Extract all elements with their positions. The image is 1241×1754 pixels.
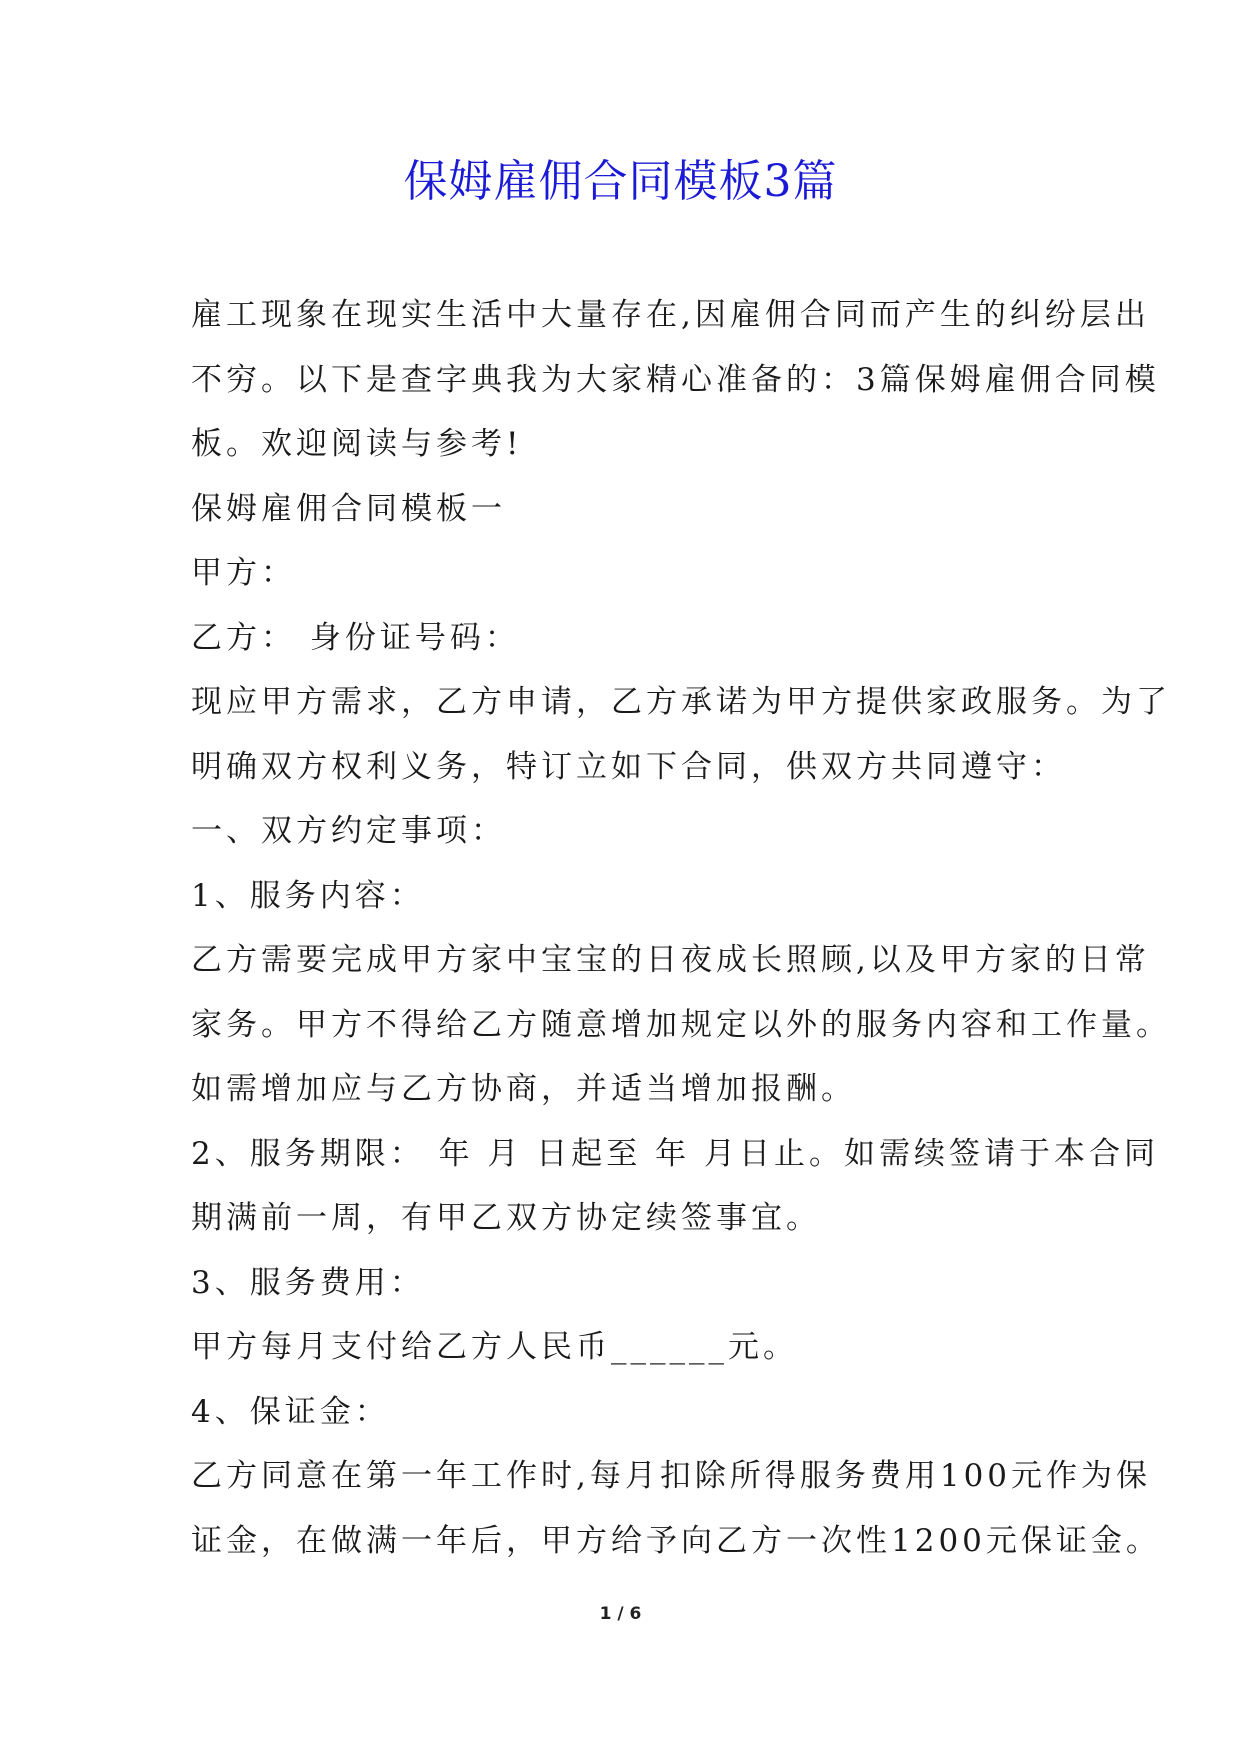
clause-item: 2、服务期限： 年 月 日起至 年 月日止。如需续签请于本合同 bbox=[191, 1135, 1159, 1172]
clause-item: 4、保证金： bbox=[191, 1393, 390, 1430]
paragraph-line: 乙方同意在第一年工作时,每月扣除所得服务费用100元作为保 bbox=[191, 1458, 1152, 1494]
document-body bbox=[191, 283, 1171, 1573]
paragraph-line: 不穷。以下是查字典我为大家精心准备的：3篇保姆雇佣合同模 bbox=[191, 361, 1160, 398]
paragraph-line: 如需增加应与乙方协商，并适当增加报酬。 bbox=[191, 1071, 856, 1107]
paragraph-line: 板。欢迎阅读与参考! bbox=[191, 426, 523, 462]
party-a-label: 甲方： bbox=[191, 555, 296, 591]
paragraph-line: 现应甲方需求，乙方申请，乙方承诺为甲方提供家政服务。为了 bbox=[191, 684, 1171, 720]
paragraph-line: 期满前一周，有甲乙双方协定续签事宜。 bbox=[191, 1200, 821, 1236]
clause-item: 3、服务费用： bbox=[191, 1264, 425, 1301]
clause-heading: 一、双方约定事项： bbox=[191, 813, 506, 849]
page-indicator: 1 / 6 bbox=[599, 1604, 642, 1624]
paragraph-line: 明确双方权利义务，特订立如下合同，供双方共同遵守： bbox=[191, 748, 1066, 785]
paragraph-line: 乙方需要完成甲方家中宝宝的日夜成长照顾,以及甲方家的日常 bbox=[191, 942, 1150, 978]
paragraph-line: 证金，在做满一年后，甲方给予向乙方一次性1200元保证金。 bbox=[191, 1522, 1161, 1559]
paragraph-line: 雇工现象在现实生活中大量存在,因雇佣合同而产生的纠纷层出 bbox=[191, 297, 1150, 333]
clause-item: 1、服务内容： bbox=[191, 877, 425, 914]
paragraph-line: 甲方每月支付给乙方人民币______元。 bbox=[191, 1329, 798, 1365]
party-b-label: 乙方： 身份证号码： bbox=[191, 619, 520, 656]
section-heading: 保姆雇佣合同模板一 bbox=[191, 490, 506, 527]
paragraph-line: 家务。甲方不得给乙方随意增加规定以外的服务内容和工作量。 bbox=[191, 1006, 1171, 1043]
document-title: 保姆雇佣合同模板3篇 bbox=[403, 156, 838, 207]
